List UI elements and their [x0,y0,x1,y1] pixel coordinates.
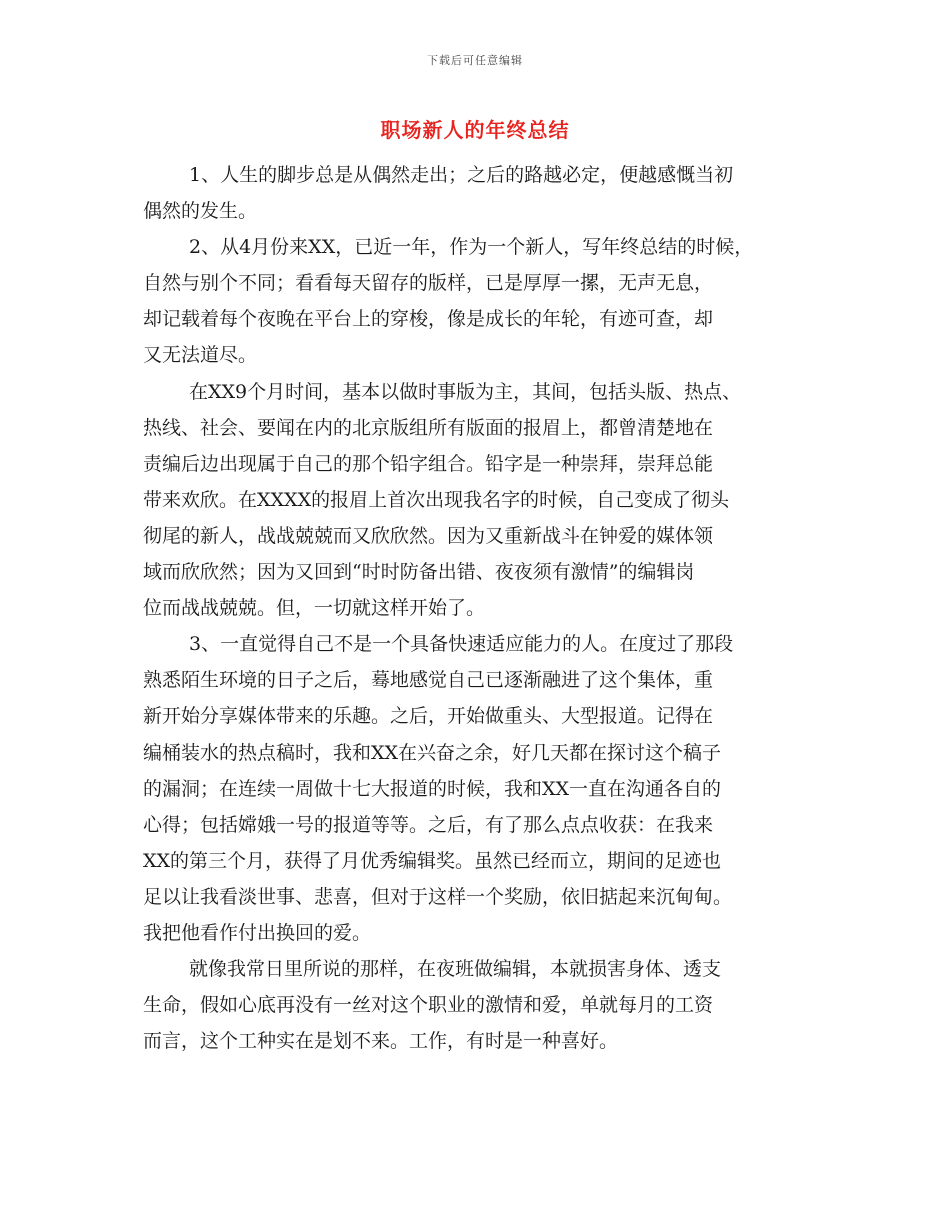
paragraph-line: 又无法道尽。 [143,344,258,367]
paragraph-line: 却记载着每个夜晚在平台上的穿梭，像是成长的年轮，有迹可查，却 [143,308,714,331]
paragraph-5 [143,951,833,1059]
paragraph-2 [143,229,833,373]
paragraph-line: 足以让我看淡世事、悲喜，但对于这样一个奖励，依旧掂起来沉甸甸。 [143,885,733,908]
paragraph-4 [143,626,833,951]
paragraph-line: 在XX9个月时间，基本以做时事版为主，其间，包括头版、热点、 [189,380,742,403]
paragraph-line: 带来欢欣。在XXXX的报眉上首次出现我名字的时候，自己变成了彻头 [143,488,730,511]
paragraph-line: 偶然的发生。 [143,200,258,223]
paragraph-line: 我把他看作付出换回的爱。 [143,921,372,944]
paragraph-line: 彻尾的新人，战战兢兢而又欣欣然。因为又重新战斗在钟爱的媒体领 [143,524,714,547]
paragraph-line: 心得；包括嫦娥一号的报道等等。之后，有了那么点点收获：在我来 [143,813,714,836]
paragraph-line: 的漏洞；在连续一周做十七大报道的时候，我和XX一直在沟通各自的 [143,777,722,800]
paragraph-line: 就像我常日里所说的那样，在夜班做编辑，本就损害身体、透支 [189,958,722,981]
paragraph-line: 2、从4月份来XX，已近一年，作为一个新人，写年终总结的时候， [189,236,754,259]
paragraph-line: 责编后边出现属于自己的那个铅字组合。铅字是一种崇拜，崇拜总能 [143,452,714,475]
paragraph-line: 生命，假如心底再没有一丝对这个职业的激情和爱，单就每月的工资 [143,994,714,1017]
paragraph-line: 熟悉陌生环境的日子之后，蓦地感觉自己已逐渐融进了这个集体，重 [143,669,714,692]
paragraph-line: 编桶装水的热点稿时，我和XX在兴奋之余，好几天都在探讨这个稿子 [143,741,722,764]
paragraph-line: 而言，这个工种实在是划不来。工作，有时是一种喜好。 [143,1030,619,1053]
paragraph-line: XX的第三个月，获得了月优秀编辑奖。虽然已经而立，期间的足迹也 [143,849,722,872]
paragraph-line: 自然与别个不同；看看每天留存的版样，已是厚厚一摞，无声无息， [143,272,714,295]
paragraph-1 [143,157,833,229]
paragraph-line: 1、人生的脚步总是从偶然走出；之后的路越必定，便越感慨当初 [189,164,734,186]
paragraph-line: 热线、社会、要闻在内的北京版组所有版面的报眉上，都曾清楚地在 [143,416,714,439]
paragraph-line: 域而欣欣然；因为又回到“时时防备出错、夜夜须有激情”的编辑岗 [143,561,695,584]
paragraph-line: 位而战战兢兢。但，一切就这样开始了。 [143,597,486,620]
header-note: 下载后可任意编辑 [427,54,523,67]
paragraph-3 [143,374,833,627]
paragraph-line: 3、一直觉得自己不是一个具备快速适应能力的人。在度过了那段 [189,633,734,656]
document-title: 职场新人的年终总结 [380,118,570,142]
paragraph-line: 新开始分享媒体带来的乐趣。之后，开始做重头、大型报道。记得在 [143,705,714,728]
document-body [143,157,833,1059]
